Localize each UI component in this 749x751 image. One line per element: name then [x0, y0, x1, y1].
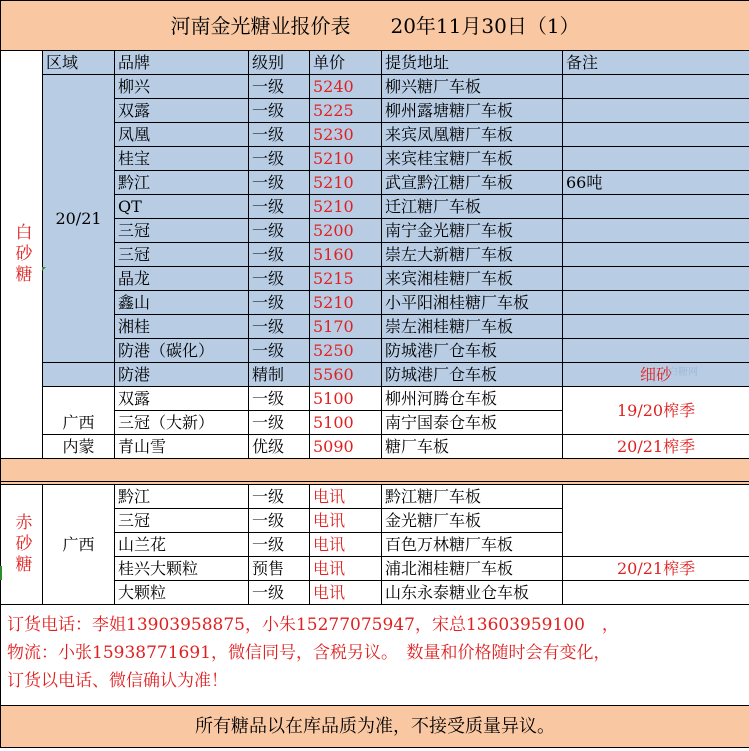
- pickup-cell: 小平阳湘桂糖厂车板: [382, 291, 563, 315]
- price-cell: 5225: [310, 99, 382, 123]
- price-cell: 电讯: [310, 533, 382, 557]
- price-cell: 5230: [310, 123, 382, 147]
- grade-cell: 一级: [249, 581, 310, 605]
- note-cell: [563, 147, 749, 171]
- brand-cell: 凤凰: [115, 123, 249, 147]
- brand-cell: 三冠: [115, 509, 249, 533]
- region-neimeng: 内蒙: [43, 435, 115, 459]
- contact-line1: 订货电话：李姐13903958875，小朱15277075947，宋总13603959100 ，: [7, 615, 619, 635]
- price-cell: 5100: [310, 411, 382, 435]
- category-white-sugar: 白砂糖: [1, 51, 43, 459]
- table-row-red-sugar: [1, 485, 749, 509]
- pickup-cell: 南宁金光糖厂车板: [382, 219, 563, 243]
- brand-cell: 三冠: [115, 219, 249, 243]
- header-price: 单价: [310, 51, 382, 75]
- contact-line3: 订货以电话、微信确认为准！: [7, 671, 228, 691]
- grade-cell: 一级: [249, 411, 310, 435]
- table-row-neimeng: [1, 435, 749, 459]
- grade-cell: 一级: [249, 147, 310, 171]
- pickup-cell: 柳州露塘糖厂车板: [382, 99, 563, 123]
- grade-cell: 一级: [249, 99, 310, 123]
- brand-cell: 黔江: [115, 171, 249, 195]
- brand-cell: 黔江: [115, 485, 249, 509]
- note-cell: [563, 315, 749, 339]
- note-cell: [563, 339, 749, 363]
- brand-cell: 湘桂: [115, 315, 249, 339]
- pickup-cell: 来宾湘桂糖厂车板: [382, 267, 563, 291]
- brand-cell: 防港: [115, 363, 249, 387]
- pickup-cell: 崇左湘桂糖厂车板: [382, 315, 563, 339]
- grade-cell: 一级: [249, 533, 310, 557]
- footer-row: [1, 706, 749, 748]
- contact-line2: 物流：小张15938771691，微信同号，含税另议。 数量和价格随时会有变化，: [7, 643, 611, 663]
- note-cell-empty: [563, 581, 749, 605]
- grade-cell: 预售: [249, 557, 310, 581]
- pickup-cell: 防城港厂仓车板: [382, 363, 563, 387]
- category-red-sugar: 赤砂糖: [1, 485, 43, 605]
- grade-cell: 一级: [249, 315, 310, 339]
- region-guangxi: 广西: [43, 387, 115, 435]
- note-cell: [563, 219, 749, 243]
- brand-cell: 双露: [115, 387, 249, 411]
- brand-cell: 山兰花: [115, 533, 249, 557]
- grade-cell: 一级: [249, 75, 310, 99]
- price-cell: 5215: [310, 267, 382, 291]
- pickup-cell: 柳州河腾仓车板: [382, 387, 563, 411]
- price-cell: 5210: [310, 291, 382, 315]
- price-cell: 电讯: [310, 509, 382, 533]
- pickup-cell: 武宣黔江糖厂车板: [382, 171, 563, 195]
- note-cell: [563, 195, 749, 219]
- pickup-cell: 山东永泰糖业仓车板: [382, 581, 563, 605]
- brand-cell: 柳兴: [115, 75, 249, 99]
- brand-cell: 三冠: [115, 243, 249, 267]
- pickup-cell: 柳兴糖厂车板: [382, 75, 563, 99]
- brand-cell: QT: [115, 195, 249, 219]
- brand-cell: 桂兴大颗粒: [115, 557, 249, 581]
- grade-cell: 一级: [249, 195, 310, 219]
- grade-cell: 一级: [249, 509, 310, 533]
- grade-cell: 一级: [249, 339, 310, 363]
- header-note: 备注: [563, 51, 749, 75]
- price-cell: 5210: [310, 171, 382, 195]
- season-note: 19/20榨季: [563, 387, 749, 435]
- price-cell: 电讯: [310, 557, 382, 581]
- region-season-label: 20/21: [43, 75, 115, 363]
- header-brand: 品牌: [115, 51, 249, 75]
- grade-cell: 一级: [249, 123, 310, 147]
- note-cell: [563, 75, 749, 99]
- note-cell: [563, 291, 749, 315]
- season-note: 20/21榨季: [563, 435, 749, 459]
- price-cell: 5170: [310, 315, 382, 339]
- price-cell: 5560: [310, 363, 382, 387]
- note-cell: [563, 243, 749, 267]
- brand-cell: 三冠（大新）: [115, 411, 249, 435]
- table-row-fine: [1, 363, 749, 387]
- grade-cell: 一级: [249, 219, 310, 243]
- grade-cell: 一级: [249, 291, 310, 315]
- section-divider: [1, 459, 749, 482]
- note-cell: 66吨: [563, 171, 749, 195]
- contact-row: [1, 605, 749, 706]
- price-cell: 5250: [310, 339, 382, 363]
- brand-cell: 防港（碳化）: [115, 339, 249, 363]
- pickup-cell: 来宾凤凰糖厂车板: [382, 123, 563, 147]
- pickup-cell: 糖厂车板: [382, 435, 563, 459]
- brand-cell: 双露: [115, 99, 249, 123]
- pickup-cell: 金光糖厂车板: [382, 509, 563, 533]
- grade-cell: 一级: [249, 243, 310, 267]
- price-cell: 5240: [310, 75, 382, 99]
- grade-cell: 精制: [249, 363, 310, 387]
- note-cell: [563, 123, 749, 147]
- price-cell: 5100: [310, 387, 382, 411]
- grade-cell: 一级: [249, 171, 310, 195]
- price-cell: 5210: [310, 195, 382, 219]
- contact-info: [1, 605, 749, 706]
- pickup-cell: 浦北湘桂糖厂车板: [382, 557, 563, 581]
- header-grade: 级别: [249, 51, 310, 75]
- cell-comment-marker: [42, 267, 46, 271]
- brand-cell: 鑫山: [115, 291, 249, 315]
- price-cell: 5160: [310, 243, 382, 267]
- brand-cell: 大颗粒: [115, 581, 249, 605]
- header-region: 区域: [43, 51, 115, 75]
- pickup-cell: 崇左大新糖厂车板: [382, 243, 563, 267]
- pickup-cell: 黔江糖厂车板: [382, 485, 563, 509]
- price-cell: 5210: [310, 147, 382, 171]
- grade-cell: 优级: [249, 435, 310, 459]
- table-row: [1, 75, 749, 99]
- price-cell: 电讯: [310, 581, 382, 605]
- price-cell: 5090: [310, 435, 382, 459]
- region-cell-empty: [43, 363, 115, 387]
- pickup-cell: 南宁国泰仓车板: [382, 411, 563, 435]
- row-marker: [0, 566, 2, 580]
- separator-row: [1, 459, 749, 482]
- region-guangxi: 广西: [43, 485, 115, 605]
- watermark: 白糖网: [668, 367, 698, 378]
- brand-cell: 青山雪: [115, 435, 249, 459]
- pickup-cell: 迁江糖厂车板: [382, 195, 563, 219]
- season-note: 20/21榨季: [563, 557, 749, 581]
- price-cell: 电讯: [310, 485, 382, 509]
- page-title: 河南金光糖业报价表 20年11月30日（1）: [1, 1, 749, 51]
- header-row: [1, 51, 749, 75]
- pickup-cell: 防城港厂仓车板: [382, 339, 563, 363]
- pickup-cell: 来宾桂宝糖厂车板: [382, 147, 563, 171]
- brand-cell: 晶龙: [115, 267, 249, 291]
- pickup-cell: 百色万林糖厂车板: [382, 533, 563, 557]
- price-cell: 5200: [310, 219, 382, 243]
- grade-cell: 一级: [249, 387, 310, 411]
- footer-disclaimer: 所有糖品以在库品质为准，不接受质量异议。: [1, 706, 749, 748]
- note-cell: [563, 267, 749, 291]
- table-row-guangxi: [1, 387, 749, 411]
- grade-cell: 一级: [249, 267, 310, 291]
- header-pickup: 提货地址: [382, 51, 563, 75]
- note-cell: [563, 99, 749, 123]
- note-cell: 细砂: [563, 363, 749, 387]
- brand-cell: 桂宝: [115, 147, 249, 171]
- grade-cell: 一级: [249, 485, 310, 509]
- note-cell-empty: [563, 485, 749, 557]
